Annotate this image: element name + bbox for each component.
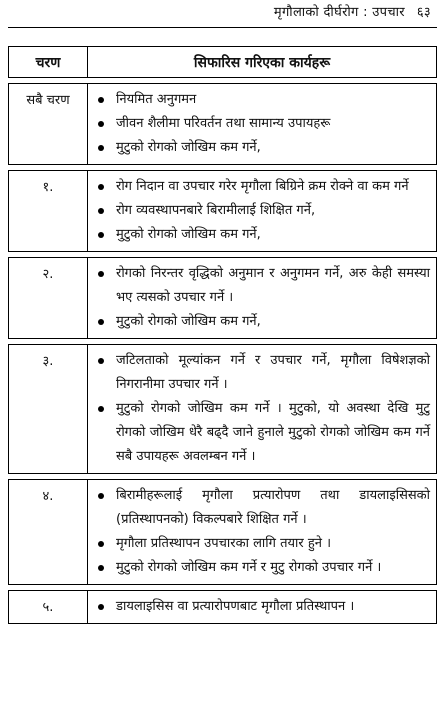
action-item: रोगको निरन्तर वृद्धिको अनुमान र अनुगमन गर्ने, अरु केही समस्या भए त्यसको उपचार गर्ने । <box>96 262 430 310</box>
action-item: बिरामीहरूलाई मृगौला प्रत्यारोपण तथा डायलाइसिसको (प्रतिस्थापनको) विकल्पबारे शिक्षित गर्ने । <box>96 484 430 532</box>
actions-cell <box>88 480 437 585</box>
stage-cell: ३. <box>9 345 88 474</box>
table-row <box>9 345 437 474</box>
actions-cell <box>88 258 437 339</box>
stage-column-header: चरण <box>9 47 88 78</box>
action-item: रोग व्यवस्थापनबारे बिरामीलाई शिक्षित गर्ने, <box>96 199 430 223</box>
actions-cell <box>88 84 437 165</box>
table-header-row <box>9 47 437 78</box>
action-item: जटिलताको मूल्यांकन गर्ने र उपचार गर्ने, मृगौला विषेशज्ञको निगरानीमा उपचार गर्ने । <box>96 349 430 397</box>
action-item: डायलाइसिस वा प्रत्यारोपणबाट मृगौला प्रतिस्थापन । <box>96 595 430 619</box>
action-list <box>88 258 436 338</box>
action-item: नियमित अनुगमन <box>96 88 430 112</box>
action-item: रोग निदान वा उपचार गरेर मृगौला बिग्रिने क्रम रोक्ने वा कम गर्ने <box>96 175 430 199</box>
recommendation-table <box>8 46 437 624</box>
stage-cell: २. <box>9 258 88 339</box>
actions-cell <box>88 345 437 474</box>
action-list <box>88 480 436 584</box>
running-header <box>274 2 431 20</box>
action-item: मुटुको रोगको जोखिम कम गर्ने । मुटुको, यो अवस्था देखि मुटु रोगको जोखिम धेरै बढ्दै जाने हुनाले मुटुको रोगको जोखिम कम गर्ने सबै उपायहरू अवलम्बन गर्ने । <box>96 397 430 469</box>
action-item: मुटुको रोगको जोखिम कम गर्ने, <box>96 223 430 247</box>
action-list <box>88 171 436 251</box>
actions-column-header: सिफारिस गरिएका कार्यहरू <box>88 47 437 78</box>
stage-cell: ५. <box>9 591 88 624</box>
header-title: मृगौलाको दीर्घरोग : उपचार <box>273 5 405 20</box>
actions-cell <box>88 591 437 624</box>
action-list <box>88 84 436 164</box>
table-row <box>9 84 437 165</box>
stage-cell: १. <box>9 171 88 252</box>
action-item: मृगौला प्रतिस्थापन उपचारका लागि तयार हुने । <box>96 532 430 556</box>
action-item: मुटुको रोगको जोखिम कम गर्ने, <box>96 136 430 160</box>
table-body <box>9 78 437 624</box>
actions-cell <box>88 171 437 252</box>
table-row <box>9 171 437 252</box>
stage-cell: सबै चरण <box>9 84 88 165</box>
table-row <box>9 591 437 624</box>
action-list <box>88 591 436 623</box>
table-row <box>9 258 437 339</box>
action-item: मुटुको रोगको जोखिम कम गर्ने, <box>96 310 430 334</box>
action-list <box>88 345 436 473</box>
page-number: ६३ <box>416 5 431 20</box>
stage-cell: ४. <box>9 480 88 585</box>
action-item: जीवन शैलीमा परिवर्तन तथा सामान्य उपायहरू <box>96 112 430 136</box>
table-row <box>9 480 437 585</box>
action-item: मुटुको रोगको जोखिम कम गर्ने र मुटु रोगको उपचार गर्ने । <box>96 556 430 580</box>
header-rule <box>8 27 437 28</box>
